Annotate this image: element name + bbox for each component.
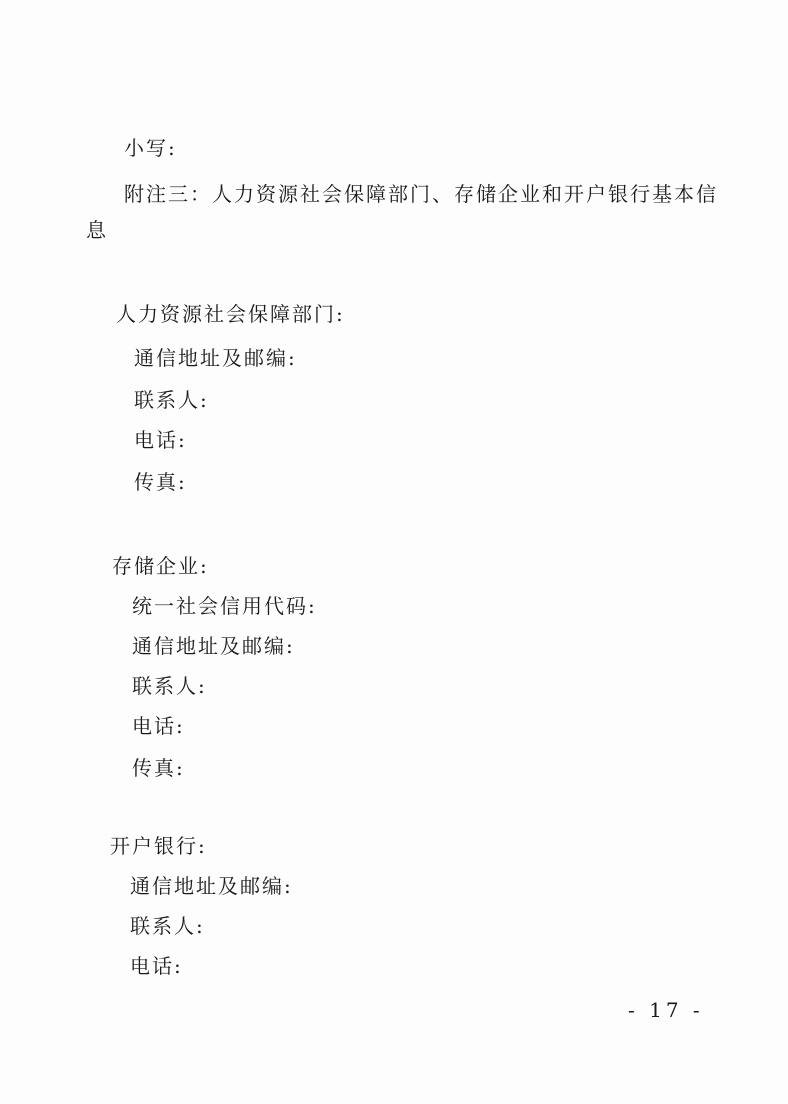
storage-credit-code-label: 统一社会信用代码: [132, 594, 317, 618]
bank-contact-label: 联系人: [130, 914, 205, 938]
storage-address-label: 通信地址及邮编: [132, 634, 295, 658]
bank-heading: 开户银行: [110, 834, 207, 858]
storage-contact-label: 联系人: [132, 674, 207, 698]
hr-fax-label: 传真: [134, 470, 187, 494]
storage-phone-label: 电话: [132, 714, 185, 738]
bank-phone-label: 电话: [130, 954, 183, 978]
page-number: - 17 - [628, 998, 704, 1022]
note-three-heading-continuation: 息 [86, 218, 108, 242]
storage-fax-label: 传真: [132, 756, 185, 780]
hr-department-heading: 人力资源社会保障部门: [116, 302, 345, 326]
bank-address-label: 通信地址及邮编: [130, 874, 293, 898]
hr-address-label: 通信地址及邮编: [134, 346, 297, 370]
hr-phone-label: 电话: [134, 428, 187, 452]
note-three-heading: 附注三：人力资源社会保障部门、存储企业和开户银行基本信 [124, 182, 718, 206]
hr-contact-label: 联系人: [134, 388, 209, 412]
storage-enterprise-heading: 存储企业: [112, 554, 209, 578]
lowercase-amount-label: 小写: [124, 136, 177, 160]
